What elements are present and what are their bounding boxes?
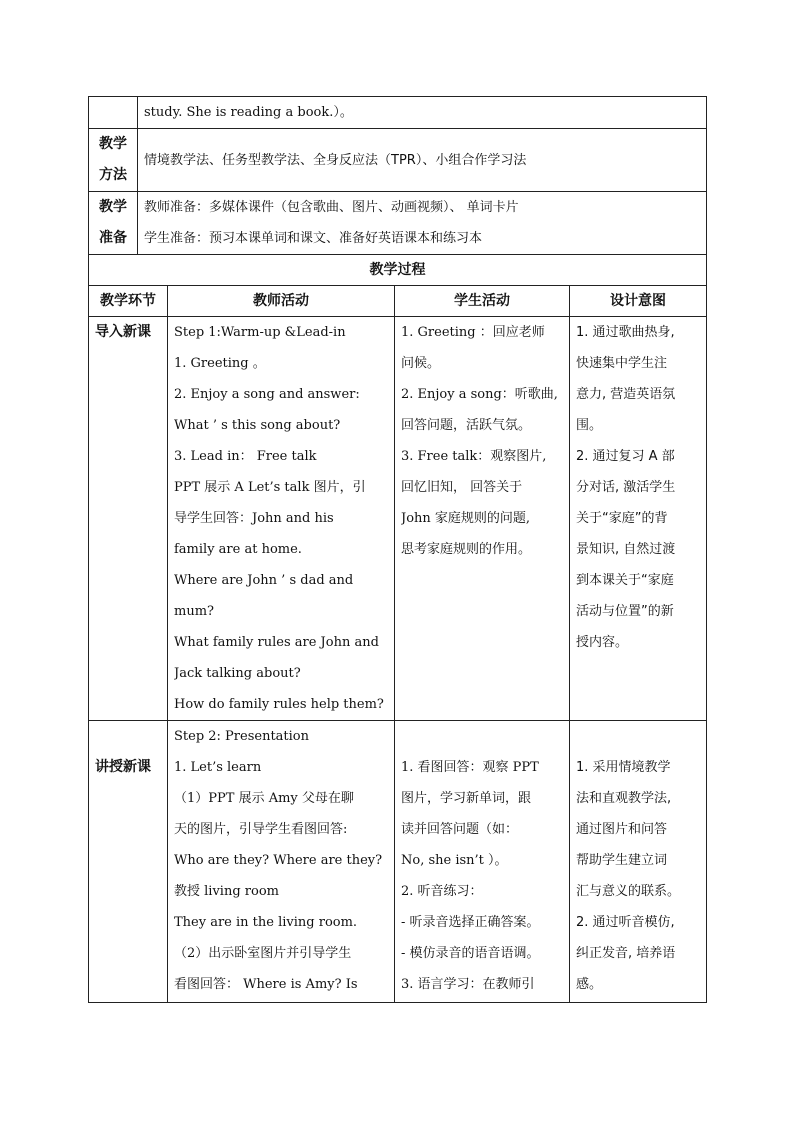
student-line: 3. 语言学习：在教师引 — [401, 977, 535, 992]
teacher-line: 教授 living room — [174, 884, 279, 899]
preparation-row — [89, 192, 707, 255]
methods-label-line2: 方法 — [99, 167, 127, 183]
teacher-line: What family rules are John and — [174, 635, 379, 650]
teacher-line: 1. Let’s learn — [174, 760, 262, 775]
student-line: 1. Greeting ：回应老师 — [401, 325, 545, 340]
student-line: 2. 听音练习： — [401, 884, 483, 899]
student-line: 读并回答问题（如： — [401, 822, 519, 837]
student-line: 2. Enjoy a song：听歌曲, — [401, 387, 558, 402]
teacher-line: Who are they? Where are they? — [174, 853, 383, 868]
design-line: 景知识, 自然过渡 — [576, 542, 676, 557]
lesson-plan-table — [88, 96, 707, 1003]
teacher-line: What ’ s this song about? — [174, 418, 341, 433]
preparation-label-line1: 教学 — [99, 199, 127, 215]
design-line: 2. 通过复习 A 部 — [576, 449, 675, 464]
preparation-label — [89, 192, 138, 255]
header-row — [89, 286, 707, 317]
teacher-line: 1. Greeting 。 — [174, 356, 266, 371]
preparation-text — [138, 192, 707, 255]
teacher-preparation: 教师准备：多媒体课件（包含歌曲、图片、动画视频）、 单词卡片 — [144, 200, 519, 215]
section-presentation-name: 讲授新课 — [95, 759, 151, 775]
student-line: 回忆旧知， 回答关于 — [401, 480, 523, 495]
methods-value: 情境教学法、任务型教学法、全身反应法（TPR）、小组合作学习法 — [144, 152, 527, 168]
design-line: 分对话, 激活学生 — [576, 480, 676, 495]
methods-row — [89, 129, 707, 192]
header-student-activity: 学生活动 — [395, 286, 570, 317]
design-line: 到本课关于“家庭 — [576, 573, 674, 588]
design-line: 2. 通过听音模仿, — [576, 915, 675, 930]
section-presentation-name-cell — [89, 721, 168, 1003]
teacher-line: family are at home. — [174, 542, 302, 557]
teacher-line: How do family rules help them? — [174, 697, 384, 712]
section-lead-in-teacher — [168, 317, 395, 721]
section-presentation-student — [395, 721, 570, 1003]
student-line — [401, 721, 565, 752]
design-line: 纠正发音, 培养语 — [576, 946, 676, 961]
student-line: 图片，学习新单词，跟 — [401, 791, 532, 806]
section-lead-in-student — [395, 317, 570, 721]
teacher-line: Jack talking about? — [174, 666, 301, 681]
student-line: 3. Free talk：观察图片, — [401, 449, 547, 464]
preparation-label-line2: 准备 — [99, 230, 127, 246]
teacher-line: 导学生回答：John and his — [174, 511, 334, 526]
header-teacher-activity: 教师活动 — [168, 286, 395, 317]
student-line: 回答问题，活跃气氛。 — [401, 418, 532, 433]
design-line: 通过图片和问答 — [576, 822, 668, 837]
header-design-intent: 设计意图 — [570, 286, 707, 317]
design-line — [576, 721, 702, 752]
spacer-line — [95, 721, 167, 752]
continuation-label-cell — [89, 97, 138, 129]
design-line: 快速集中学生注 — [576, 356, 668, 371]
teacher-line: （1）PPT 展示 Amy 父母在聊 — [174, 791, 354, 806]
section-lead-in-name: 导入新课 — [89, 317, 168, 721]
teacher-line: PPT 展示 A Let’s talk 图片，引 — [174, 480, 366, 495]
student-line: John 家庭规则的问题, — [401, 511, 531, 526]
student-line: 问候。 — [401, 356, 441, 371]
teacher-line: 看图回答： Where is Amy? Is — [174, 977, 358, 992]
methods-label-line1: 教学 — [99, 136, 127, 152]
process-title: 教学过程 — [89, 255, 707, 286]
teacher-line: mum? — [174, 604, 214, 619]
design-line: 活动与位置”的新 — [576, 604, 674, 619]
methods-text — [138, 129, 707, 192]
section-presentation-teacher — [168, 721, 395, 1003]
design-line: 1. 通过歌曲热身, — [576, 325, 675, 340]
teacher-line: Step 2: Presentation — [174, 729, 310, 744]
lesson-plan-page — [88, 96, 706, 1003]
design-line: 1. 采用情境教学 — [576, 760, 671, 775]
student-line: - 听录音选择正确答案。 — [401, 915, 540, 930]
student-line: No, she isn’t ）。 — [401, 853, 508, 868]
student-line: 思考家庭规则的作用。 — [401, 542, 532, 557]
continuation-text: study. She is reading a book.）。 — [138, 97, 707, 129]
methods-label — [89, 129, 138, 192]
student-line: 1. 看图回答：观察 PPT — [401, 760, 539, 775]
design-line: 围。 — [576, 418, 603, 433]
design-line: 帮助学生建立词 — [576, 853, 668, 868]
section-presentation-row — [89, 721, 707, 1003]
design-line: 意力, 营造英语氛 — [576, 387, 676, 402]
design-line: 感。 — [576, 977, 603, 992]
section-lead-in-design — [570, 317, 707, 721]
teacher-line: Where are John ’ s dad and — [174, 573, 354, 588]
teacher-line: （2）出示卧室图片并引导学生 — [174, 946, 352, 961]
section-lead-in-row — [89, 317, 707, 721]
teacher-line: 2. Enjoy a song and answer: — [174, 387, 360, 402]
teacher-line: 天的图片，引导学生看图回答: — [174, 822, 348, 837]
teacher-line: 3. Lead in： Free talk — [174, 449, 317, 464]
design-line: 法和直观教学法, — [576, 791, 672, 806]
continuation-row — [89, 97, 707, 129]
design-line: 授内容。 — [576, 635, 629, 650]
student-preparation: 学生准备：预习本课单词和课文、准备好英语课本和练习本 — [144, 231, 483, 246]
student-line: - 模仿录音的语音语调。 — [401, 946, 540, 961]
design-line: 汇与意义的联系。 — [576, 884, 681, 899]
section-presentation-design — [570, 721, 707, 1003]
design-line: 关于“家庭”的背 — [576, 511, 668, 526]
teacher-line: They are in the living room. — [174, 915, 358, 930]
teacher-line: Step 1:Warm-up &Lead-in — [174, 325, 346, 340]
header-stage: 教学环节 — [89, 286, 168, 317]
process-title-row — [89, 255, 707, 286]
